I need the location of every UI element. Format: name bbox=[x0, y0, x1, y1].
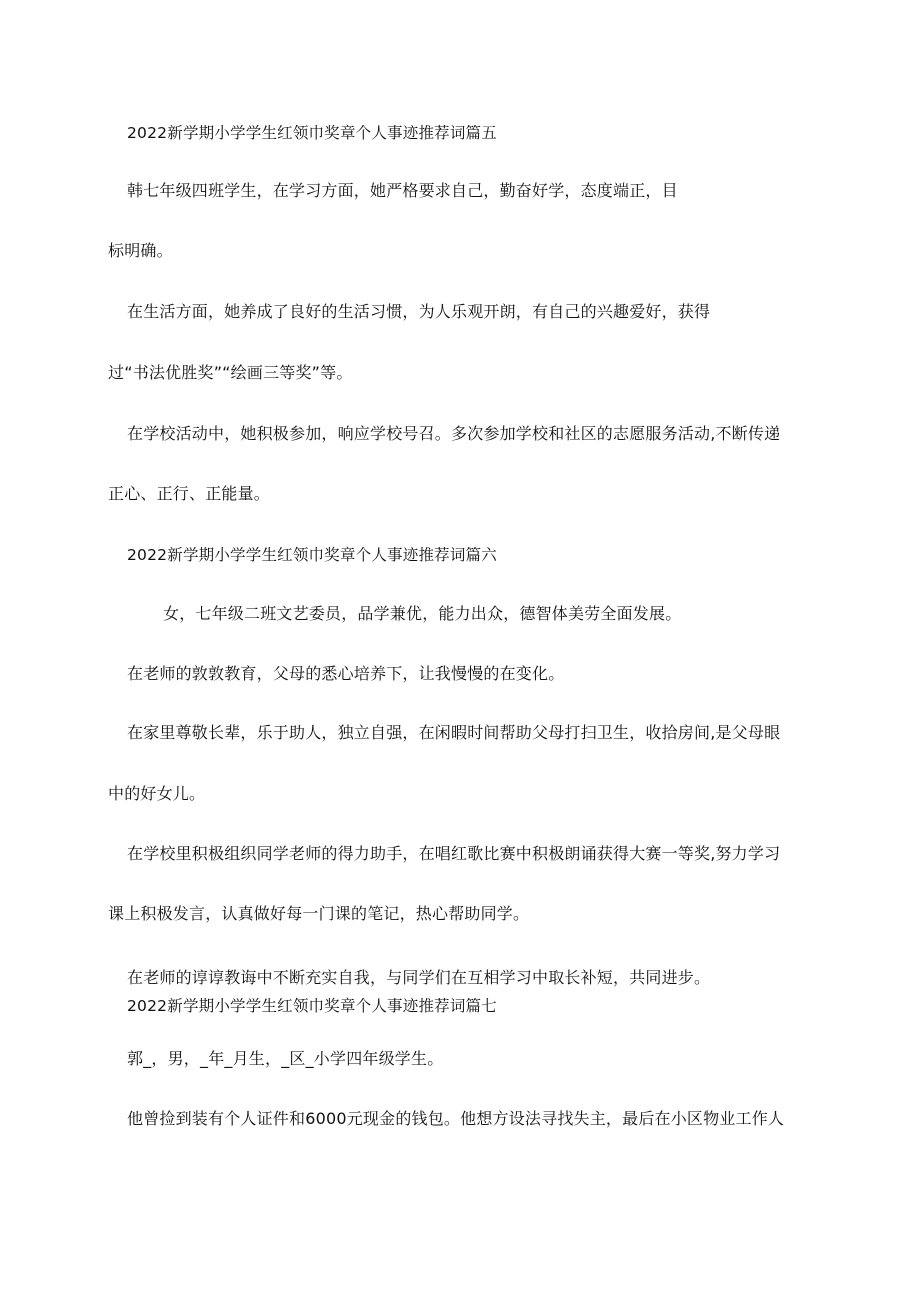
section-6-line-7: 在老师的谆谆教诲中不断充实自我，与同学们在互相学习中取长补短，共同进步。 bbox=[127, 968, 711, 987]
section-7-title: 2022新学期小学学生红领巾奖章个人事迹推荐词篇七 bbox=[127, 997, 497, 1015]
section-6-line-3: 在家里尊敬长辈，乐于助人，独立自强，在闲暇时间帮助父母打扫卫生，收拾房间,是父母眼 bbox=[127, 723, 781, 742]
section-7-line-2: 他曾捡到装有个人证件和6000元现金的钱包。他想方设法寻找失主，最后在小区物业工作人 bbox=[127, 1109, 785, 1128]
section-6-line-4: 中的好女儿。 bbox=[108, 784, 206, 803]
section-5-title: 2022新学期小学学生红领巾奖章个人事迹推荐词篇五 bbox=[127, 124, 497, 142]
section-5-line-1: 韩七年级四班学生，在学习方面，她严格要求自己，勤奋好学，态度端正，目 bbox=[127, 181, 678, 200]
section-5-line-4: 过“书法优胜奖”“绘画三等奖”等。 bbox=[108, 363, 353, 382]
section-7-line-1: 郭_，男，_年_月生，_区_小学四年级学生。 bbox=[127, 1049, 444, 1068]
section-6-line-6: 课上积极发言，认真做好每一门课的笔记，热心帮助同学。 bbox=[108, 904, 530, 923]
section-6-line-2: 在老师的敦敦教育，父母的悉心培养下，让我慢慢的在变化。 bbox=[127, 664, 565, 683]
section-5-line-2: 标明确。 bbox=[108, 241, 173, 260]
section-5-line-3: 在生活方面，她养成了良好的生活习惯，为人乐观开朗，有自己的兴趣爱好，获得 bbox=[127, 302, 711, 321]
section-5-line-6: 正心、正行、正能量。 bbox=[108, 484, 271, 503]
section-6-title: 2022新学期小学学生红领巾奖章个人事迹推荐词篇六 bbox=[127, 546, 497, 564]
section-5-line-5: 在学校活动中，她积极参加，响应学校号召。多次参加学校和社区的志愿服务活动,不断传递 bbox=[127, 424, 781, 443]
section-6-line-5: 在学校里积极组织同学老师的得力助手，在唱红歌比赛中积极朗诵获得大赛一等奖,努力学习 bbox=[127, 844, 781, 863]
section-6-line-1: 女，七年级二班文艺委员，品学兼优，能力出众，德智体美劳全面发展。 bbox=[163, 604, 682, 623]
